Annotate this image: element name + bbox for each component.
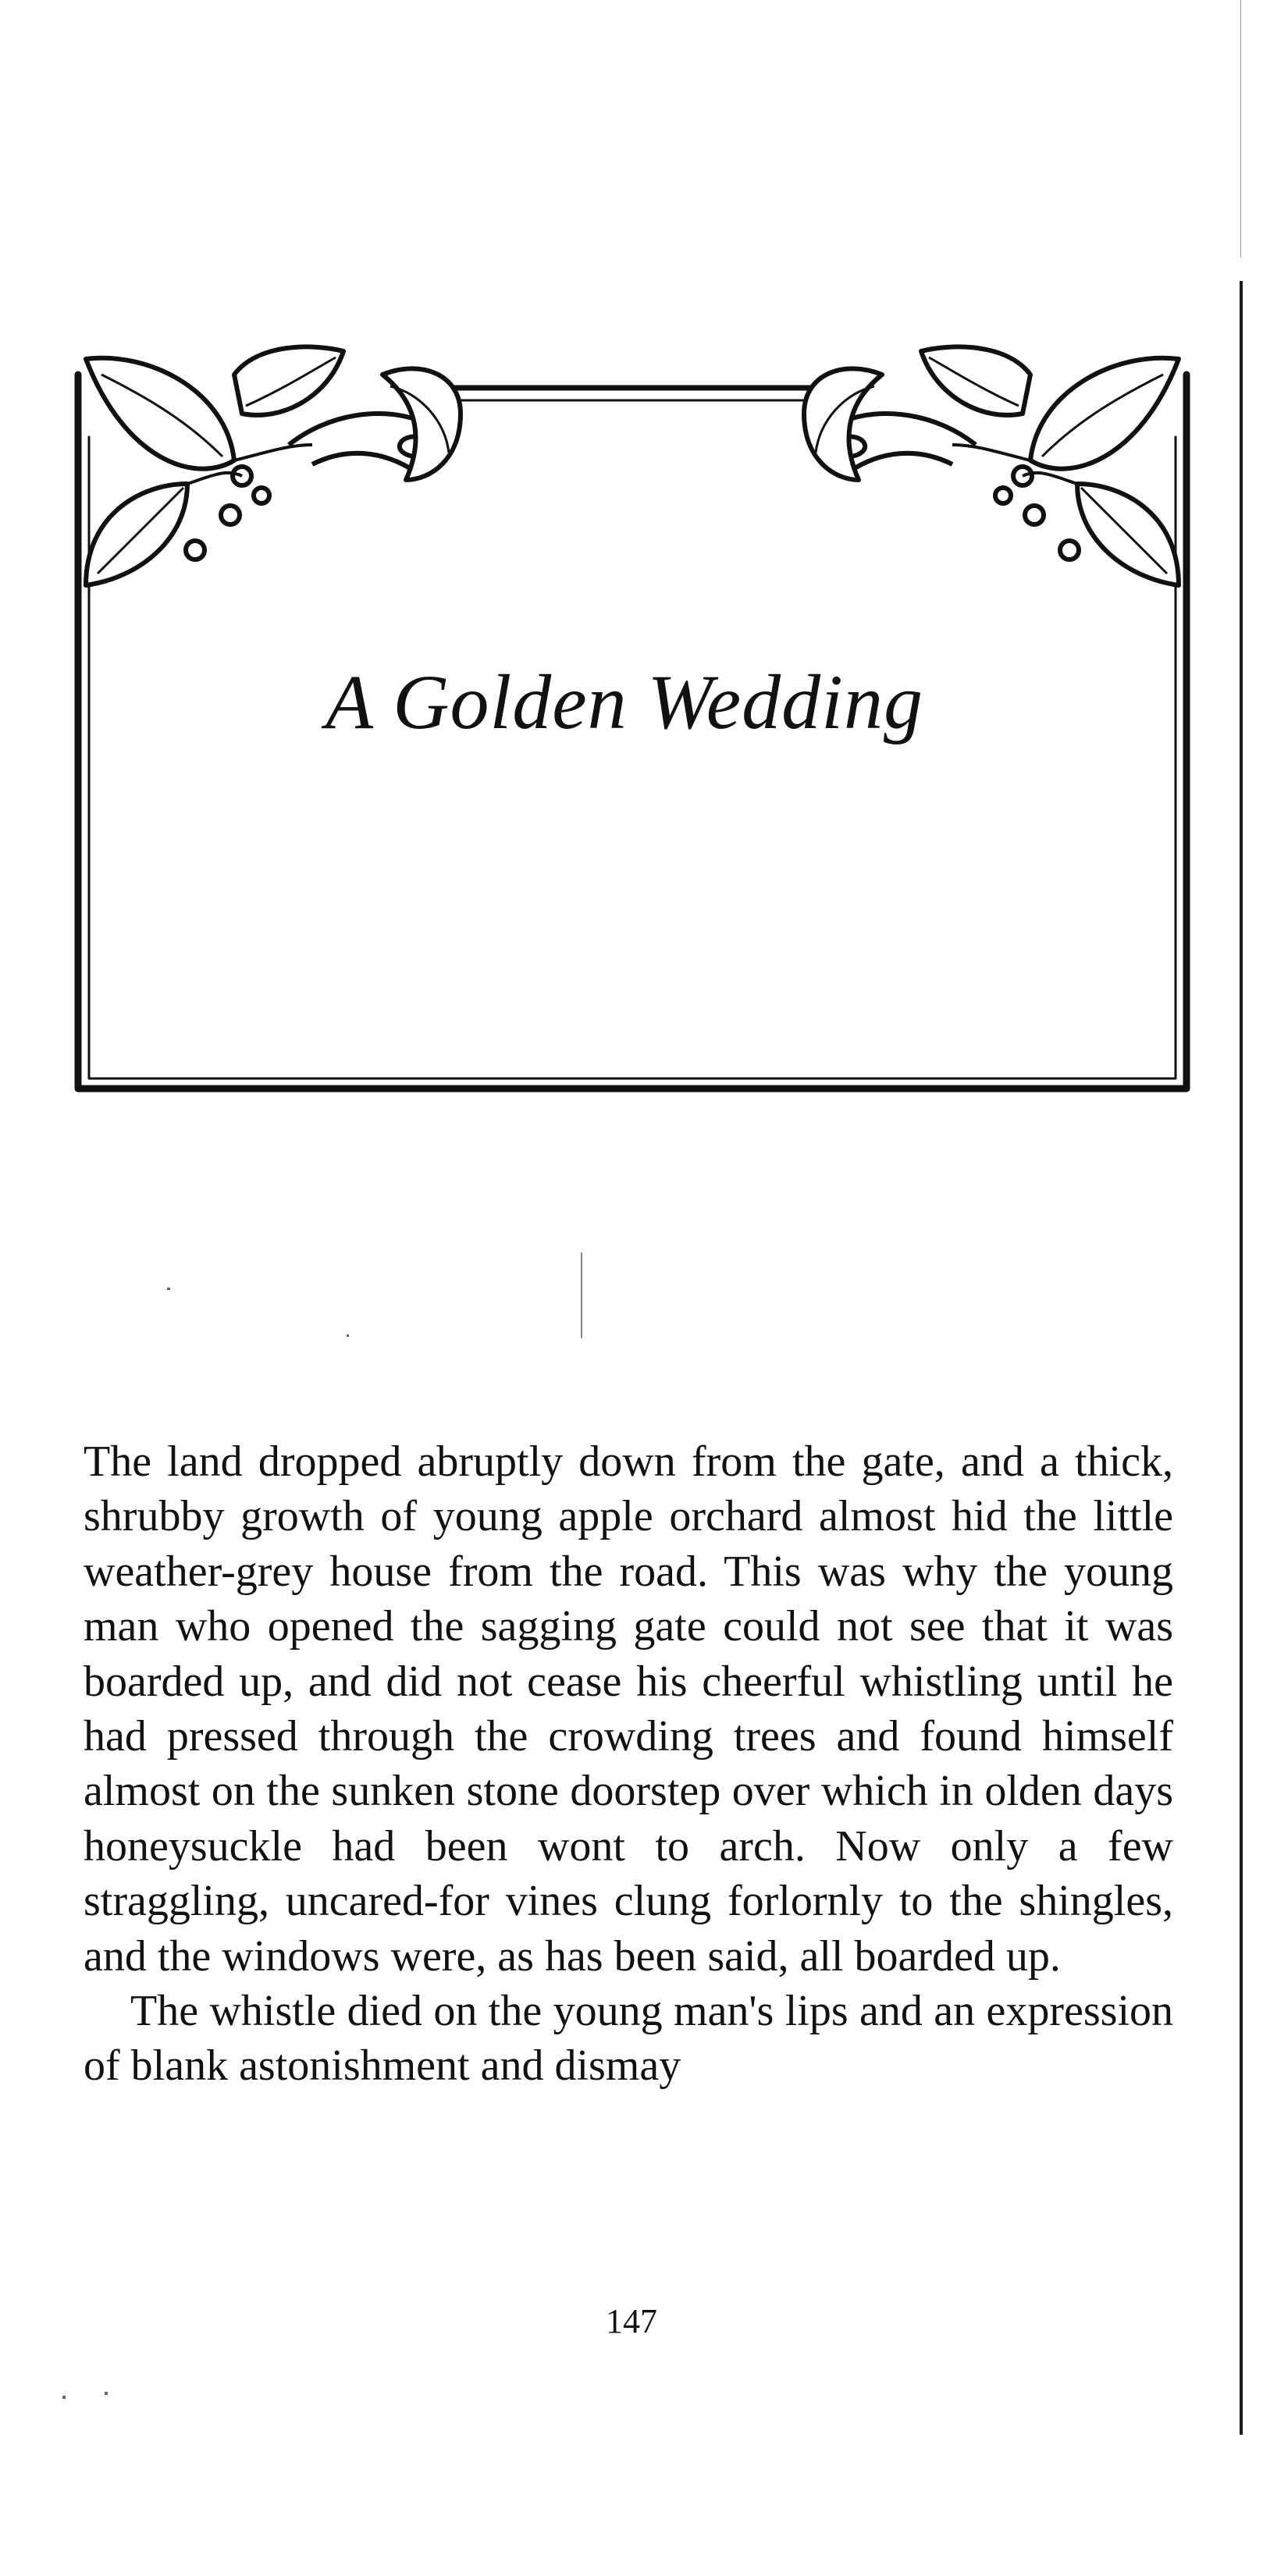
page-gutter-edge-top: [1240, 0, 1241, 258]
leaf-ornament-icon: [804, 346, 1179, 585]
scan-speck: [167, 1288, 170, 1290]
scan-speck: [347, 1334, 349, 1337]
page-gutter-edge: [1240, 281, 1243, 2435]
chapter-title: A Golden Wedding: [326, 659, 923, 745]
scan-speck: [581, 1252, 582, 1338]
leaf-ornament-icon: [86, 346, 461, 585]
page-number: 147: [606, 2302, 657, 2340]
scan-speck: [105, 2392, 108, 2395]
chapter-body-text: [84, 1434, 1173, 2094]
scan-speck: [62, 2396, 66, 2399]
paragraph: The land dropped abruptly down from the gate, and a thick, shrubby growth of young apple orchard almost hid the little weather-grey house from the road. This was why the young man who opened the sagging gate could not see that it was boarded up, and did not cease his cheerful whistling until he had pressed through the crowding trees and found himself almost on the sunken stone doorstep over which in olden days honeysuckle had been wont to arch. Now only a few straggling, uncared-for vines clung forlornly to the shingles, and the windows were, as has been said, all boarded up.: [84, 1437, 1173, 1981]
paragraph: The whistle died on the young man's lips and an expression of blank astonishment and dismay: [84, 1987, 1173, 2091]
